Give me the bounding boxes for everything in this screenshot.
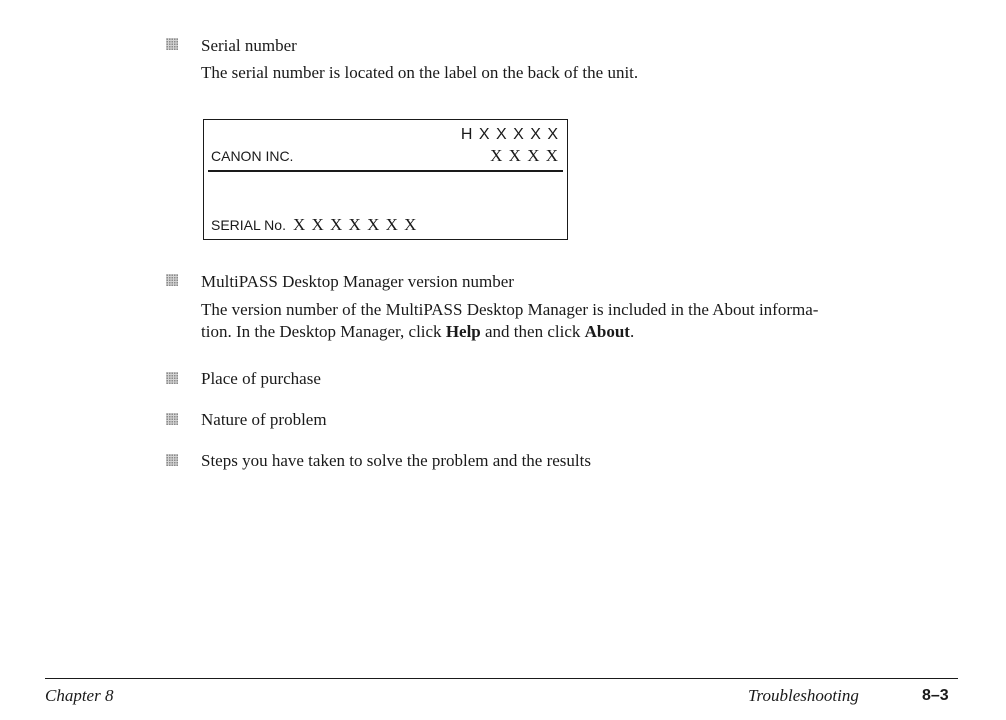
label-serial-row [211,215,417,235]
bullet-icon [166,38,178,50]
serial-label-illustration [203,119,568,240]
item-description-version-line-1: The version number of the MultiPASS Desktop Manager is included in the About informa- [201,300,819,319]
bullet-icon [166,454,178,466]
label-serial-value: X X X X X X X [292,215,418,234]
bullet-icon [166,274,178,286]
bullet-icon [166,413,178,425]
label-divider [208,170,563,172]
bullet-icon [166,372,178,384]
label-serial-caption: SERIAL No. [211,217,286,233]
item-title-steps-taken: Steps you have taken to solve the problem and the results [201,451,591,470]
footer-section: Troubleshooting [748,686,859,705]
help-menu-reference: Help [445,322,481,341]
label-code-bottom: X X X X [490,146,559,165]
label-code-top: H X X X X X [460,126,559,143]
item-title-nature-of-problem: Nature of problem [201,410,327,429]
item-description-serial-number: The serial number is located on the label on the back of the unit. [201,63,639,82]
version-line-2-end: . [629,322,635,341]
label-company-name: CANON INC. [211,148,294,164]
footer-rule [45,678,958,679]
version-line-2-middle: and then click [480,322,585,341]
version-line-2-prefix: tion. In the Desktop Manager, click [201,322,446,341]
item-description-version-line-2 [201,321,634,343]
item-title-place-of-purchase: Place of purchase [201,369,321,388]
item-title-serial-number: Serial number [201,36,297,55]
footer-chapter: Chapter 8 [45,686,114,705]
item-title-version-number: MultiPASS Desktop Manager version number [201,272,514,291]
footer-page-number: 8–3 [922,687,949,704]
about-menu-reference: About [584,322,630,341]
